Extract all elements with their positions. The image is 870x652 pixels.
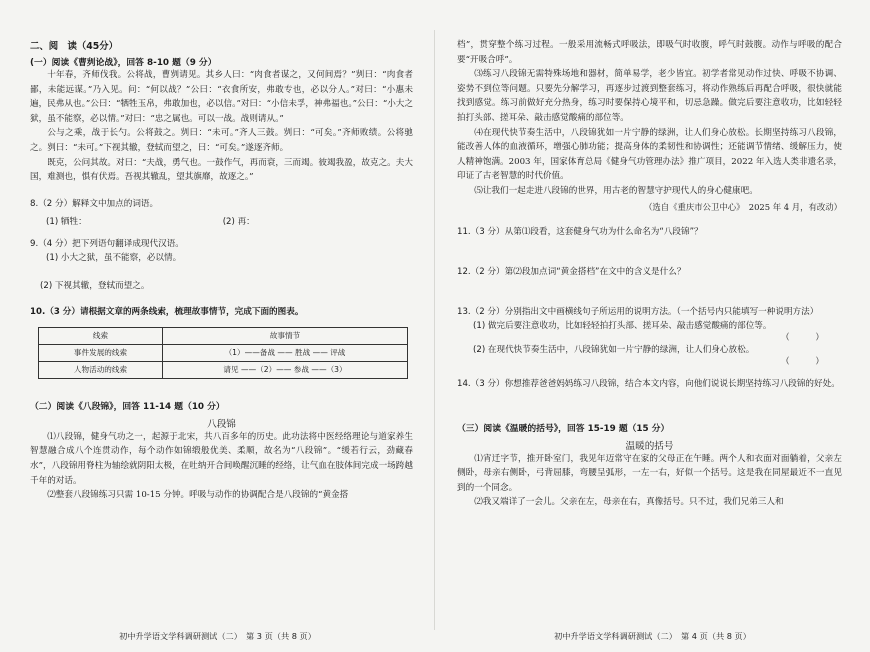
q13-item: (1) 做完后要注意收功，比如轻轻拍打头部、搓耳朵、敲击感觉酸痛的部位等。 [473, 320, 772, 331]
q9-item: (1) 小大之狱，虽不能察，必以情。 [46, 252, 182, 263]
question-11: 11.（3 分）从第⑴段看，这套健身气功为什么命名为“八段锦”？ [457, 226, 703, 237]
table-cell: （1）——备战 —— 胜战 —— 评战 [163, 344, 408, 361]
story-table [38, 327, 408, 379]
passage-paragraph: 档”，贯穿整个练习过程。一般采用流畅式呼吸法，即吸气时收腹，呼气时鼓腹。动作与呼吸的配合要“开吸合呼”。 [457, 40, 842, 65]
page-footer: 初中升学语文学科调研测试（二） 第 4 页（共 8 页） [554, 631, 751, 641]
question-12: 12.（2 分）第⑵段加点词“黄金搭档”在文中的含义是什么？ [457, 266, 686, 277]
passage-paragraph: ⑶练习八段锦无需特殊场地和器材，简单易学，老少皆宜。初学者常见动作过快、呼吸不协调、姿势不到位等问题。只要先分解学习，再逐步过渡到整套练习，将动作熟练后再配合呼吸，很快就能找到感觉。练习前做好充分热身，练习时要保持心境平和，切忌急躁。做完后要注意收功，比如轻轻拍打头部、搓耳朵、敲击感觉酸痛的部位等。 [457, 69, 842, 123]
question-14: 14.（3 分）你想推荐爸爸妈妈练习八段锦，结合本文内容，向他们说说长期坚持练习八段锦的好处。 [457, 378, 840, 389]
passage-paragraph: 既克，公问其故。对曰：“夫战，勇气也。一鼓作气，再而衰，三而竭。彼竭我盈，故克之。夫大国，难测也，惧有伏焉。吾视其辙乱，望其旗靡，故逐之。” [30, 157, 413, 183]
article-title: 温暖的括号 [625, 440, 674, 452]
q13-item: (2) 在现代快节奏生活中，八段锦犹如一片宁静的绿洲，让人们身心放松。 [473, 344, 755, 355]
q8-item: (1) 牺牲： [46, 216, 87, 227]
question-9: 9.（4 分）把下列语句翻译成现代汉语。 [30, 238, 184, 249]
table-cell: 事件发展的线索 [39, 344, 163, 361]
table-header: 故事情节 [163, 327, 408, 344]
passage-paragraph: ⑷在现代快节奏生活中，八段锦犹如一片宁静的绿洲，让人们身心放松。长期坚持练习八段锦，能改善人体的血液循环，增强心肺功能；提高身体的柔韧性和协调性；还能调节情绪、缓解压力，使人精神饱满。2003 年，国家体育总局《健身气功管理办法》推广项目，2022 年入选人类非遗名录，印证了古老智慧的时代价值。 [457, 127, 842, 182]
passage-paragraph: ⑵整套八段锦练习只需 10-15 分钟。呼吸与动作的协调配合是八段锦的“黄金搭 [47, 490, 349, 501]
part2-heading: （二）阅读《八段锦》，回答 11-14 题（10 分） [30, 401, 225, 412]
page-footer: 初中升学语文学科调研测试（二） 第 3 页（共 8 页） [119, 631, 316, 641]
source-note: （选自《重庆市公卫中心》 2025 年 4 月，有改动） [644, 201, 842, 212]
table-cell: 请见 ——（2）—— 参战 ——（3） [163, 361, 408, 378]
passage-paragraph: 十年春，齐师伐我。公将战，曹刿请见。其乡人曰：“肉食者谋之，又何间焉？”刿曰：“肉食者鄙，未能远谋。”乃入见。问：“何以战？”公曰：“衣食所安，弗敢专也，必以分人。”对曰：“小惠未遍，民弗从也。”公曰：“牺牲玉帛，弗敢加也，必以信。”对曰：“小信未孚，神弗福也。”公曰：“小大之狱，虽不能察，必以情。”对曰：“忠之属也。可以一战。战则请从。” [30, 70, 413, 124]
section-heading: 二、阅 读（45分） [30, 41, 119, 52]
part3-heading: （三）阅读《温暖的括号》，回答 15-19 题（15 分） [457, 423, 670, 434]
table-cell: 人物活动的线索 [39, 361, 163, 378]
q9-item: (2) 下视其辙，登轼而望之。 [40, 280, 150, 291]
page-4 [435, 0, 870, 652]
part1-heading: (一）阅读《曹刿论战》，回答 8-10 题（9 分） [30, 58, 217, 68]
q8-item: (2) 再： [222, 216, 255, 227]
table-header: 线索 [39, 327, 163, 344]
passage-paragraph: ⑵我又端详了一会儿。父亲在左，母亲在右，真像括号。只不过，我们兄弟三人和 [474, 497, 784, 508]
passage-paragraph: 公与之乘，战于长勺。公将鼓之。刿曰：“未可。”齐人三鼓。刿曰：“可矣。”齐师败绩。公将驰之。刿曰：“未可。”下视其辙，登轼而望之，曰：“可矣。”遂逐齐师。 [30, 128, 413, 153]
article-title: 八段锦 [207, 418, 236, 430]
question-10: 10.（3 分）请根据文章的两条线索，梳理故事情节，完成下面的图表。 [30, 306, 304, 317]
question-8: 8.（2 分）解释文中加点的词语。 [30, 198, 159, 209]
answer-paren: （ ） [781, 356, 824, 367]
passage-paragraph: ⑴宵迁字节，推开卧室门，我见年迈常守在家的父母正在午睡。两个人和衣面对面躺着，父亲左侧卧，母亲右侧卧，弓背屈膝，弯腰呈弧形，一左一右，好似一个括号。这是我在同屋最近不一直见到的一个同念。 [457, 453, 842, 493]
passage-paragraph: ⑸让我们一起走进八段锦的世界，用古老的智慧守护现代人的身心健康吧。 [474, 185, 758, 196]
answer-paren: （ ） [781, 332, 824, 343]
question-13: 13.（2 分）分别指出文中画横线句子所运用的说明方法。（一个括号内只能填写一种说明方法） [457, 306, 819, 317]
passage-paragraph: ⑴八段锦，健身气功之一，起源于北宋，共八百多年的历史。此功法将中医经络理论与道家养生智慧融合成八个连贯动作，每个动作如锦缎般优美、柔顺，故名为“八段锦”。“缓若行云，劲藏春水”，八段锦用脊柱为轴绘就阴阳太极，在吐纳开合间唤醒沉睡的经络，让气血在肢体间完成一场跨越千年的对话。 [30, 431, 413, 486]
